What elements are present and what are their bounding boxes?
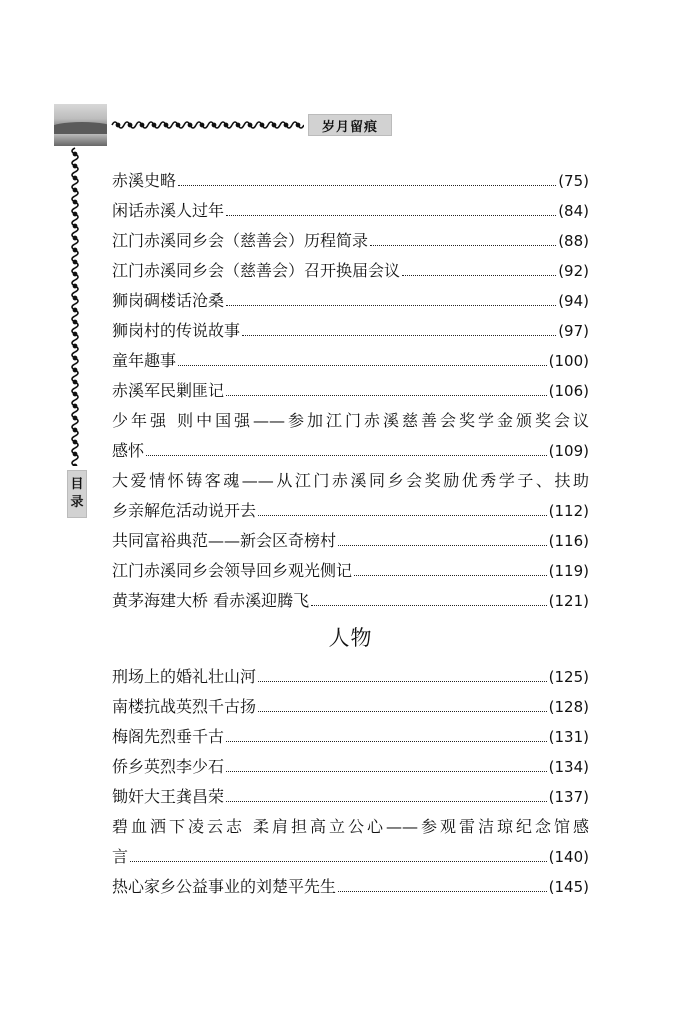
dot-leader: [226, 395, 547, 396]
section-heading: 人物: [328, 626, 373, 650]
toc-entry-title: 热心家乡公益事业的刘楚平先生: [112, 877, 337, 896]
dot-leader: [226, 215, 556, 216]
toc-entry[interactable]: [112, 286, 589, 316]
toc-entry-title: 刑场上的婚礼壮山河: [112, 667, 257, 686]
toc-entry-page: (106): [548, 382, 589, 400]
toc-entry[interactable]: [112, 346, 589, 376]
toc-entry-title: 江门赤溪同乡会（慈善会）历程简录: [112, 231, 369, 250]
toc-entry[interactable]: [112, 196, 589, 226]
toc-entry-title: 童年趣事: [112, 351, 177, 370]
dot-leader: [130, 861, 547, 862]
toc-entry[interactable]: [112, 226, 589, 256]
toc-entry-page: (112): [548, 502, 589, 520]
toc-entry[interactable]: [112, 782, 589, 812]
toc-entry[interactable]: [112, 526, 589, 556]
dot-leader: [226, 801, 547, 802]
dot-leader: [146, 455, 547, 456]
toc-entry-page: (75): [558, 172, 589, 190]
dot-leader: [402, 275, 556, 276]
toc-entry-title: 江门赤溪同乡会（慈善会）召开换届会议: [112, 261, 401, 280]
toc-entry-page: (121): [548, 592, 589, 610]
toc-entry-page: (137): [548, 788, 589, 806]
toc-entry-title-line: 大爱情怀铸客魂——从江门赤溪同乡会奖励优秀学子、扶助: [112, 471, 589, 490]
toc-entry-page: (140): [548, 848, 589, 866]
side-tab-contents: [67, 470, 87, 518]
side-ornament-icon: [68, 146, 82, 466]
toc-entry-title-line: 少年强 则中国强——参加江门赤溪慈善会奖学金颁奖会议: [112, 411, 589, 430]
toc-entry-page: (131): [548, 728, 589, 746]
header-title: 岁月留痕: [308, 114, 392, 136]
dot-leader: [258, 711, 547, 712]
toc-entry-title: 黄茅海建大桥 看赤溪迎腾飞: [112, 591, 310, 610]
dot-leader: [226, 305, 556, 306]
toc-entry-page: (128): [548, 698, 589, 716]
toc-entry-page: (109): [548, 442, 589, 460]
header-ornament-icon: [110, 118, 304, 132]
dot-leader: [178, 185, 556, 186]
toc-entry-title: 侨乡英烈李少石: [112, 757, 225, 776]
toc-entry[interactable]: [112, 466, 589, 526]
toc-entry-title: 狮岗碉楼话沧桑: [112, 291, 225, 310]
toc-entry[interactable]: [112, 586, 589, 616]
toc-entry-title-line: 碧血洒下凌云志 柔肩担高立公心——参观雷洁琼纪念馆感: [112, 817, 589, 836]
toc-entry-page: (88): [558, 232, 589, 250]
toc-entry-page: (145): [548, 878, 589, 896]
toc-entry[interactable]: [112, 166, 589, 196]
dot-leader: [354, 575, 547, 576]
side-tab-char-2: 录: [70, 495, 84, 510]
dot-leader: [258, 681, 547, 682]
toc-entry-page: (97): [558, 322, 589, 340]
toc-entry-title: 南楼抗战英烈千古扬: [112, 697, 257, 716]
toc-entry-title: 锄奸大王龚昌荣: [112, 787, 225, 806]
side-tab-char-1: 目: [70, 477, 84, 492]
toc-entry-page: (134): [548, 758, 589, 776]
toc-entry[interactable]: [112, 406, 589, 466]
toc-entry[interactable]: [112, 662, 589, 692]
dot-leader: [338, 891, 547, 892]
toc-entry-title: 赤溪军民剿匪记: [112, 381, 225, 400]
table-of-contents: [112, 166, 589, 902]
dot-leader: [242, 335, 556, 336]
dot-leader: [370, 245, 556, 246]
toc-entry-title: 乡亲解危活动说开去: [112, 501, 257, 520]
toc-entry-title: 狮岗村的传说故事: [112, 321, 241, 340]
toc-entry[interactable]: [112, 692, 589, 722]
toc-entry-title: 梅阁先烈垂千古: [112, 727, 225, 746]
toc-entry-page: (116): [548, 532, 589, 550]
toc-entry[interactable]: [112, 872, 589, 902]
toc-entry[interactable]: [112, 752, 589, 782]
toc-entry-title: 感怀: [112, 441, 145, 460]
toc-entry-title: 闲话赤溪人过年: [112, 201, 225, 220]
dot-leader: [178, 365, 547, 366]
toc-entry-page: (92): [558, 262, 589, 280]
toc-entry[interactable]: [112, 556, 589, 586]
dot-leader: [338, 545, 547, 546]
header-landscape-photo: [54, 104, 107, 146]
toc-entry[interactable]: [112, 812, 589, 872]
toc-entry[interactable]: [112, 376, 589, 406]
dot-leader: [258, 515, 547, 516]
toc-entry-page: (94): [558, 292, 589, 310]
toc-entry-title: 江门赤溪同乡会领导回乡观光侧记: [112, 561, 353, 580]
toc-entry-title: 赤溪史略: [112, 171, 177, 190]
dot-leader: [226, 771, 547, 772]
dot-leader: [226, 741, 547, 742]
toc-entry[interactable]: [112, 316, 589, 346]
toc-entry-title: 共同富裕典范——新会区奇榜村: [112, 531, 337, 550]
toc-entry-page: (125): [548, 668, 589, 686]
dot-leader: [311, 605, 547, 606]
toc-entry-page: (100): [548, 352, 589, 370]
toc-entry[interactable]: [112, 722, 589, 752]
toc-entry-page: (84): [558, 202, 589, 220]
toc-entry-title: 言: [112, 847, 129, 866]
toc-entry[interactable]: [112, 256, 589, 286]
toc-entry-page: (119): [548, 562, 589, 580]
